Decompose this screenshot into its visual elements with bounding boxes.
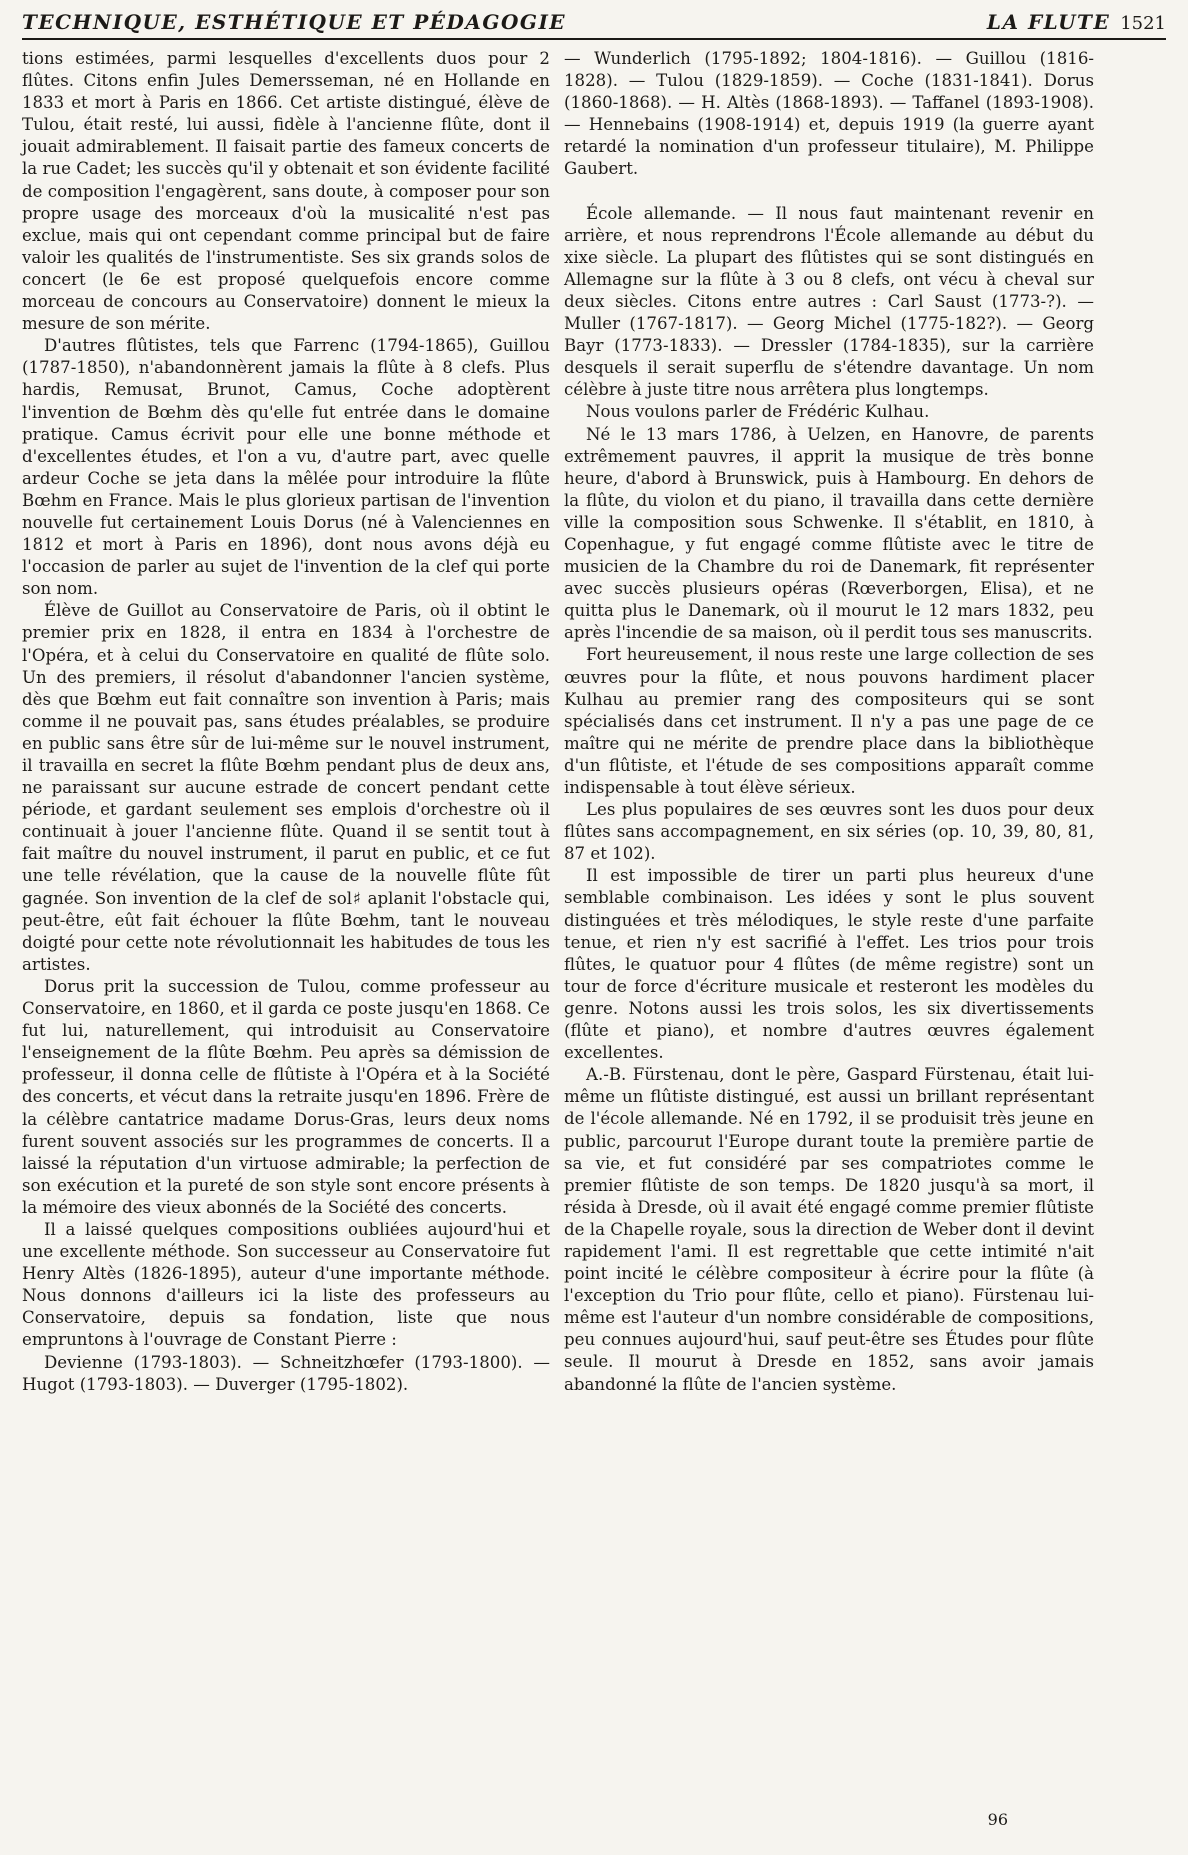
paragraph: tions estimées, parmi lesquelles d'excellents duos pour 2 flûtes. Citons enfin Jules Demersseman, né en Hollande en 1833 et mort à Paris en 1866. Cet artiste distingué, élève de Tulou, était resté, lui aussi, fidèle à l'ancienne flûte, dont il jouait admirablement. Il faisait partie des fameux concerts de la rue Cadet; les succès qu'il y obtenait et son évidente facilité de composition l'engagèrent, sans doute, à composer pour son propre usage des morceaux d'où la musicalité n'est pas exclue, mais qui ont cependant comme principal but de faire valoir les qualités de l'instrumentiste. Ses six grands solos de concert (le 6e est proposé quelquefois encore comme morceau de concours au Conservatoire) donnent le mieux la mesure de son mérite. [22,49,550,334]
right-column [564,48,1094,1396]
header-title-left: TECHNIQUE, ESTHÉTIQUE ET PÉDAGOGIE [22,10,567,34]
paragraph: Dorus prit la succession de Tulou, comme professeur au Conservatoire, en 1860, et il garda ce poste jusqu'en 1868. Ce fut lui, naturellement, qui introduisit au Conservatoire l'enseignement de la flûte Bœhm. Peu après sa démission de professeur, il donna celle de flûtiste à l'Opéra et à la Société des concerts, et vécut dans la retraite jusqu'en 1896. Frère de la célèbre cantatrice madame Dorus-Gras, leurs deux noms furent souvent associés sur les programmes de concerts. Il a laissé la réputation d'un virtuose admirable; la perfection de son exécution et la pureté de son style sont encore présents à la mémoire des vieux abonnés de la Société des concerts. [22,976,550,1217]
paragraph: Il est impossible de tirer un parti plus heureux d'une semblable combinaison. Les idées y sont le plus souvent distinguées et très mélodiques, le style reste d'une parfaite tenue, et rien n'y est sacrifié à l'effet. Les trios pour trois flûtes, le quatuor pour 4 flûtes (de même registre) sont un tour de force d'écriture musicale et resteront les modèles du genre. Notons aussi les trois solos, les six divertissements (flûte et piano), et nombre d'autres œuvres également excellentes. [564,866,1094,1063]
header-page-number: 1521 [1120,13,1166,34]
paragraph-professor-list: Devienne (1793-1803). — Schneitzhœfer (1793-1800). — Hugot (1793-1803). — Duverger (1795-1802). [22,1352,550,1394]
header-title-right [987,10,1166,34]
paragraph-professor-list-continued: — Wunderlich (1795-1892; 1804-1816). — Guillou (1816-1828). — Tulou (1829-1859). — Coche (1831-1841). Dorus (1860-1868). — H. Altès (1868-1893). — Taffanel (1893-1908). — Hennebains (1908-1914) et, depuis 1919 (la guerre ayant retardé la nomination d'un professeur titulaire), M. Philippe Gaubert. [564,49,1094,179]
paragraph: Les plus populaires de ses œuvres sont les duos pour deux flûtes sans accompagnement, en six séries (op. 10, 39, 80, 81, 87 et 102). [564,800,1094,864]
paragraph: Nous voulons parler de Frédéric Kulhau. [586,402,930,422]
header-title-right-text: LA FLUTE [986,10,1111,34]
paragraph: A.-B. Fürstenau, dont le père, Gaspard Fürstenau, était lui-même un flûtiste distingué, est aussi un brillant représentant de l'école allemande. Né en 1792, il se produisit très jeune en public, parcourut l'Europe durant toute la première partie de sa vie, et fut considéré par ses compatriotes comme le premier flûtiste de son temps. De 1820 jusqu'à sa mort, il résida à Dresde, où il avait été engagé comme premier flûtiste de la Chapelle royale, sous la direction de Weber dont il devint rapidement l'ami. Il est regrettable que cette intimité n'ait point incité le célèbre compositeur à écrire pour la flûte (à l'exception du Trio pour flûte, cello et piano). Fürstenau lui-même est l'auteur d'un nombre considérable de compositions, peu connues aujourd'hui, sauf peut-être ses Études pour flûte seule. Il mourut à Dresde en 1852, sans avoir jamais abandonné la flûte de l'ancien système. [564,1065,1094,1394]
folio-number: 96 [987,1810,1008,1829]
paragraph: Né le 13 mars 1786, à Uelzen, en Hanovre, de parents extrêmement pauvres, il apprit la musique de très bonne heure, d'abord à Brunswick, puis à Hambourg. En dehors de la flûte, du violon et du piano, il travailla dans cette dernière ville la composition sous Schwenke. Il s'établit, en 1810, à Copenhague, y fut engagé comme flûtiste avec le titre de musicien de la Chambre du roi de Danemark, fit représenter avec succès plusieurs opéras (Rœverborgen, Elisa), et ne quitta plus le Danemark, où il mourut le 12 mars 1832, peu après l'incendie de sa maison, où il perdit tous ses manuscrits. [564,424,1094,643]
running-header [22,8,1166,40]
paragraph: Élève de Guillot au Conservatoire de Paris, où il obtint le premier prix en 1828, il entra en 1834 à l'orchestre de l'Opéra, et à celui du Conservatoire en qualité de flûte solo. Un des premiers, il résolut d'abandonner l'ancien système, dès que Bœhm eut fait connaître son invention à Paris; mais comme il ne pouvait pas, sans études préalables, se produire en public sans être sûr de lui-même sur le nouvel instrument, il travailla en secret la flûte Bœhm pendant plus de deux ans, ne paraissant sur aucune estrade de concert pendant cette période, et gardant seulement ses emplois d'orchestre où il continuait à jouer l'ancienne flûte. Quand il se sentit tout à fait maître du nouvel instrument, il parut en public, et ce fut une telle révélation, que la cause de la nouvelle flûte fût gagnée. Son invention de la clef de sol♯ aplanit l'obstacle qui, peut-être, eût fait échouer la flûte Bœhm, tant le nouveau doigté pour cette note révolutionnait les habitudes de tous les artistes. [22,601,550,974]
paragraph: D'autres flûtistes, tels que Farrenc (1794-1865), Guillou (1787-1850), n'abandonnèrent jamais la flûte à 8 clefs. Plus hardis, Remusat, Brunot, Camus, Coche adoptèrent l'invention de Bœhm dès qu'elle fut entrée dans le domaine pratique. Camus écrivit pour elle une bonne méthode et d'excellentes études, et l'on a vu, d'autre part, avec quelle ardeur Coche se jeta dans la mêlée pour introduire la flûte Bœhm en France. Mais le plus glorieux partisan de l'invention nouvelle fut certainement Louis Dorus (né à Valenciennes en 1812 et mort à Paris en 1896), dont nous avons déjà eu l'occasion de parler au sujet de l'invention de la clef qui porte son nom. [22,336,550,599]
paragraph: Il a laissé quelques compositions oubliées aujourd'hui et une excellente méthode. Son successeur au Conservatoire fut Henry Altès (1826-1895), auteur d'une importante méthode. Nous donnons d'ailleurs ici la liste des professeurs au Conservatoire, depuis sa fondation, liste que nous empruntons à l'ouvrage de Constant Pierre : [22,1219,550,1350]
section-gap [564,181,1094,203]
left-column [22,48,550,1396]
paragraph: Fort heureusement, il nous reste une large collection de ses œuvres pour la flûte, et nous pouvons hardiment placer Kulhau au premier rang des compositeurs qui se sont spécialisés dans cet instrument. Il n'y a pas une page de ce maître qui ne mérite de prendre place dans la bibliothèque d'un flûtiste, et l'étude de ses compositions apparaît comme indispensable à tout élève sérieux. [564,645,1094,797]
paragraph-ecole-allemande: École allemande. — Il nous faut maintenant revenir en arrière, et nous reprendrons l'École allemande au début du xixe siècle. La plupart des flûtistes qui se sont distingués en Allemagne sur la flûte à 3 ou 8 clefs, ont vécu à cheval sur deux siècles. Citons entre autres : Carl Saust (1773-?). — Muller (1767-1817). — Georg Michel (1775-182?). — Georg Bayr (1773-1833). — Dressler (1784-1835), sur la carrière desquels il serait superflu de s'étendre davantage. Un nom célèbre à juste titre nous arrêtera plus longtemps. [564,203,1094,400]
